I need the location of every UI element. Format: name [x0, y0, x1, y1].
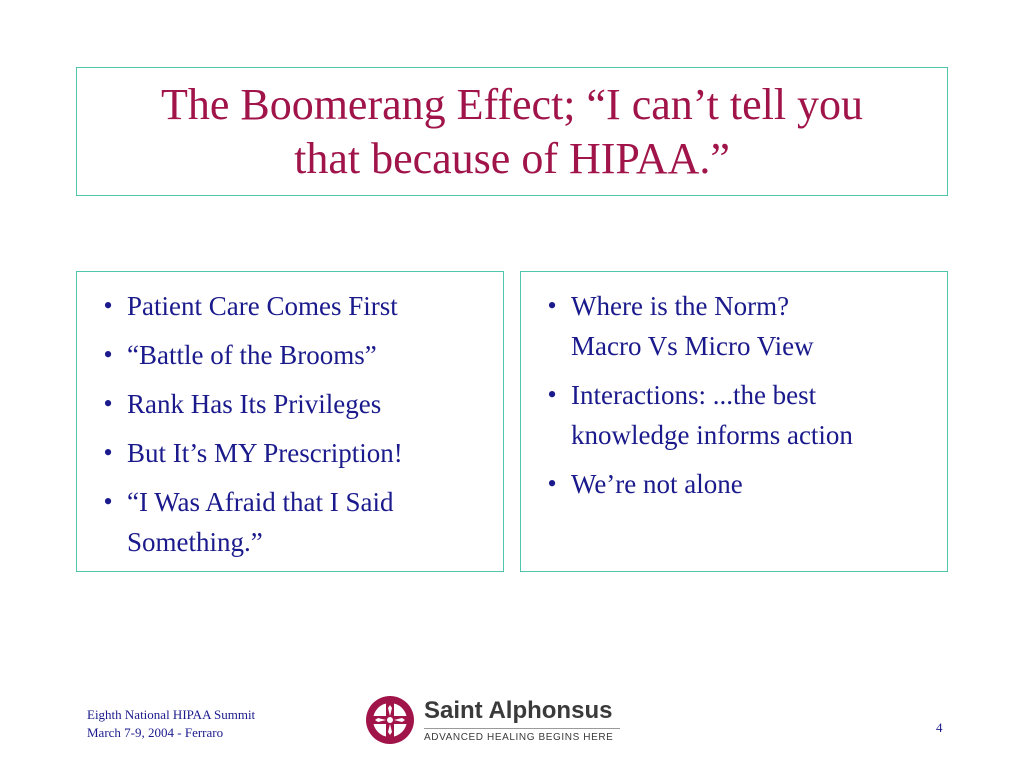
bullet-line: Something.”: [127, 527, 263, 557]
bullet-line: “I Was Afraid that I Said: [127, 487, 394, 517]
bullet-line: We’re not alone: [571, 469, 743, 499]
bullet-line: Rank Has Its Privileges: [127, 389, 382, 419]
bullet-line: “Battle of the Brooms”: [127, 340, 377, 370]
bullet-line: Interactions: ...the best: [571, 380, 817, 410]
bullet-text: [127, 482, 394, 562]
bullet-line: Where is the Norm?: [571, 291, 790, 321]
bullet-line: knowledge informs action: [571, 420, 853, 450]
page-number: 4: [936, 720, 943, 735]
right-bullet-list: [533, 286, 937, 504]
bullet-text: [127, 335, 377, 375]
bullet-icon: •: [103, 291, 113, 320]
bullet-icon: •: [547, 380, 557, 409]
bullet-line: But It’s MY Prescription!: [127, 438, 403, 468]
right-bullet-item: [533, 286, 937, 366]
bullet-line: Patient Care Comes First: [127, 291, 398, 321]
bullet-text: [127, 384, 381, 424]
slide-title-line-1: The Boomerang Effect; “I can’t tell you: [160, 79, 864, 129]
bullet-icon: •: [547, 291, 557, 320]
bullet-text: [571, 286, 814, 366]
right-content-box: [520, 271, 948, 572]
slide-title-line-2: that because of HIPAA.”: [294, 133, 730, 183]
bullet-text: [127, 433, 403, 473]
logo-tagline: ADVANCED HEALING BEGINS HERE: [424, 731, 614, 743]
left-bullet-item: [89, 433, 493, 473]
left-content-box: [76, 271, 504, 572]
bullet-line: Macro Vs Micro View: [571, 331, 814, 361]
bullet-icon: •: [547, 469, 557, 498]
bullet-icon: •: [103, 487, 113, 516]
left-bullet-item: [89, 286, 493, 326]
right-bullet-item: [533, 464, 937, 504]
footer-line-date: March 7-9, 2004 - Ferraro: [87, 725, 224, 740]
bullet-icon: •: [103, 438, 113, 467]
bullet-text: [571, 375, 853, 455]
logo-divider: [424, 728, 620, 729]
left-bullet-list: [89, 286, 493, 562]
cross-emblem-icon: [364, 694, 416, 746]
slide-title-box: [76, 67, 948, 196]
saint-alphonsus-logo: [364, 690, 644, 750]
footer-line-event: Eighth National HIPAA Summit: [87, 707, 256, 722]
right-bullet-item: [533, 375, 937, 455]
footer-caption: [87, 706, 255, 742]
bullet-text: [127, 286, 398, 326]
logo-text: [424, 697, 620, 744]
bullet-icon: •: [103, 389, 113, 418]
logo-name: Saint Alphonsus: [424, 696, 613, 724]
left-bullet-item: [89, 335, 493, 375]
left-bullet-item: [89, 482, 493, 562]
bullet-icon: •: [103, 340, 113, 369]
left-bullet-item: [89, 384, 493, 424]
bullet-text: [571, 464, 743, 504]
